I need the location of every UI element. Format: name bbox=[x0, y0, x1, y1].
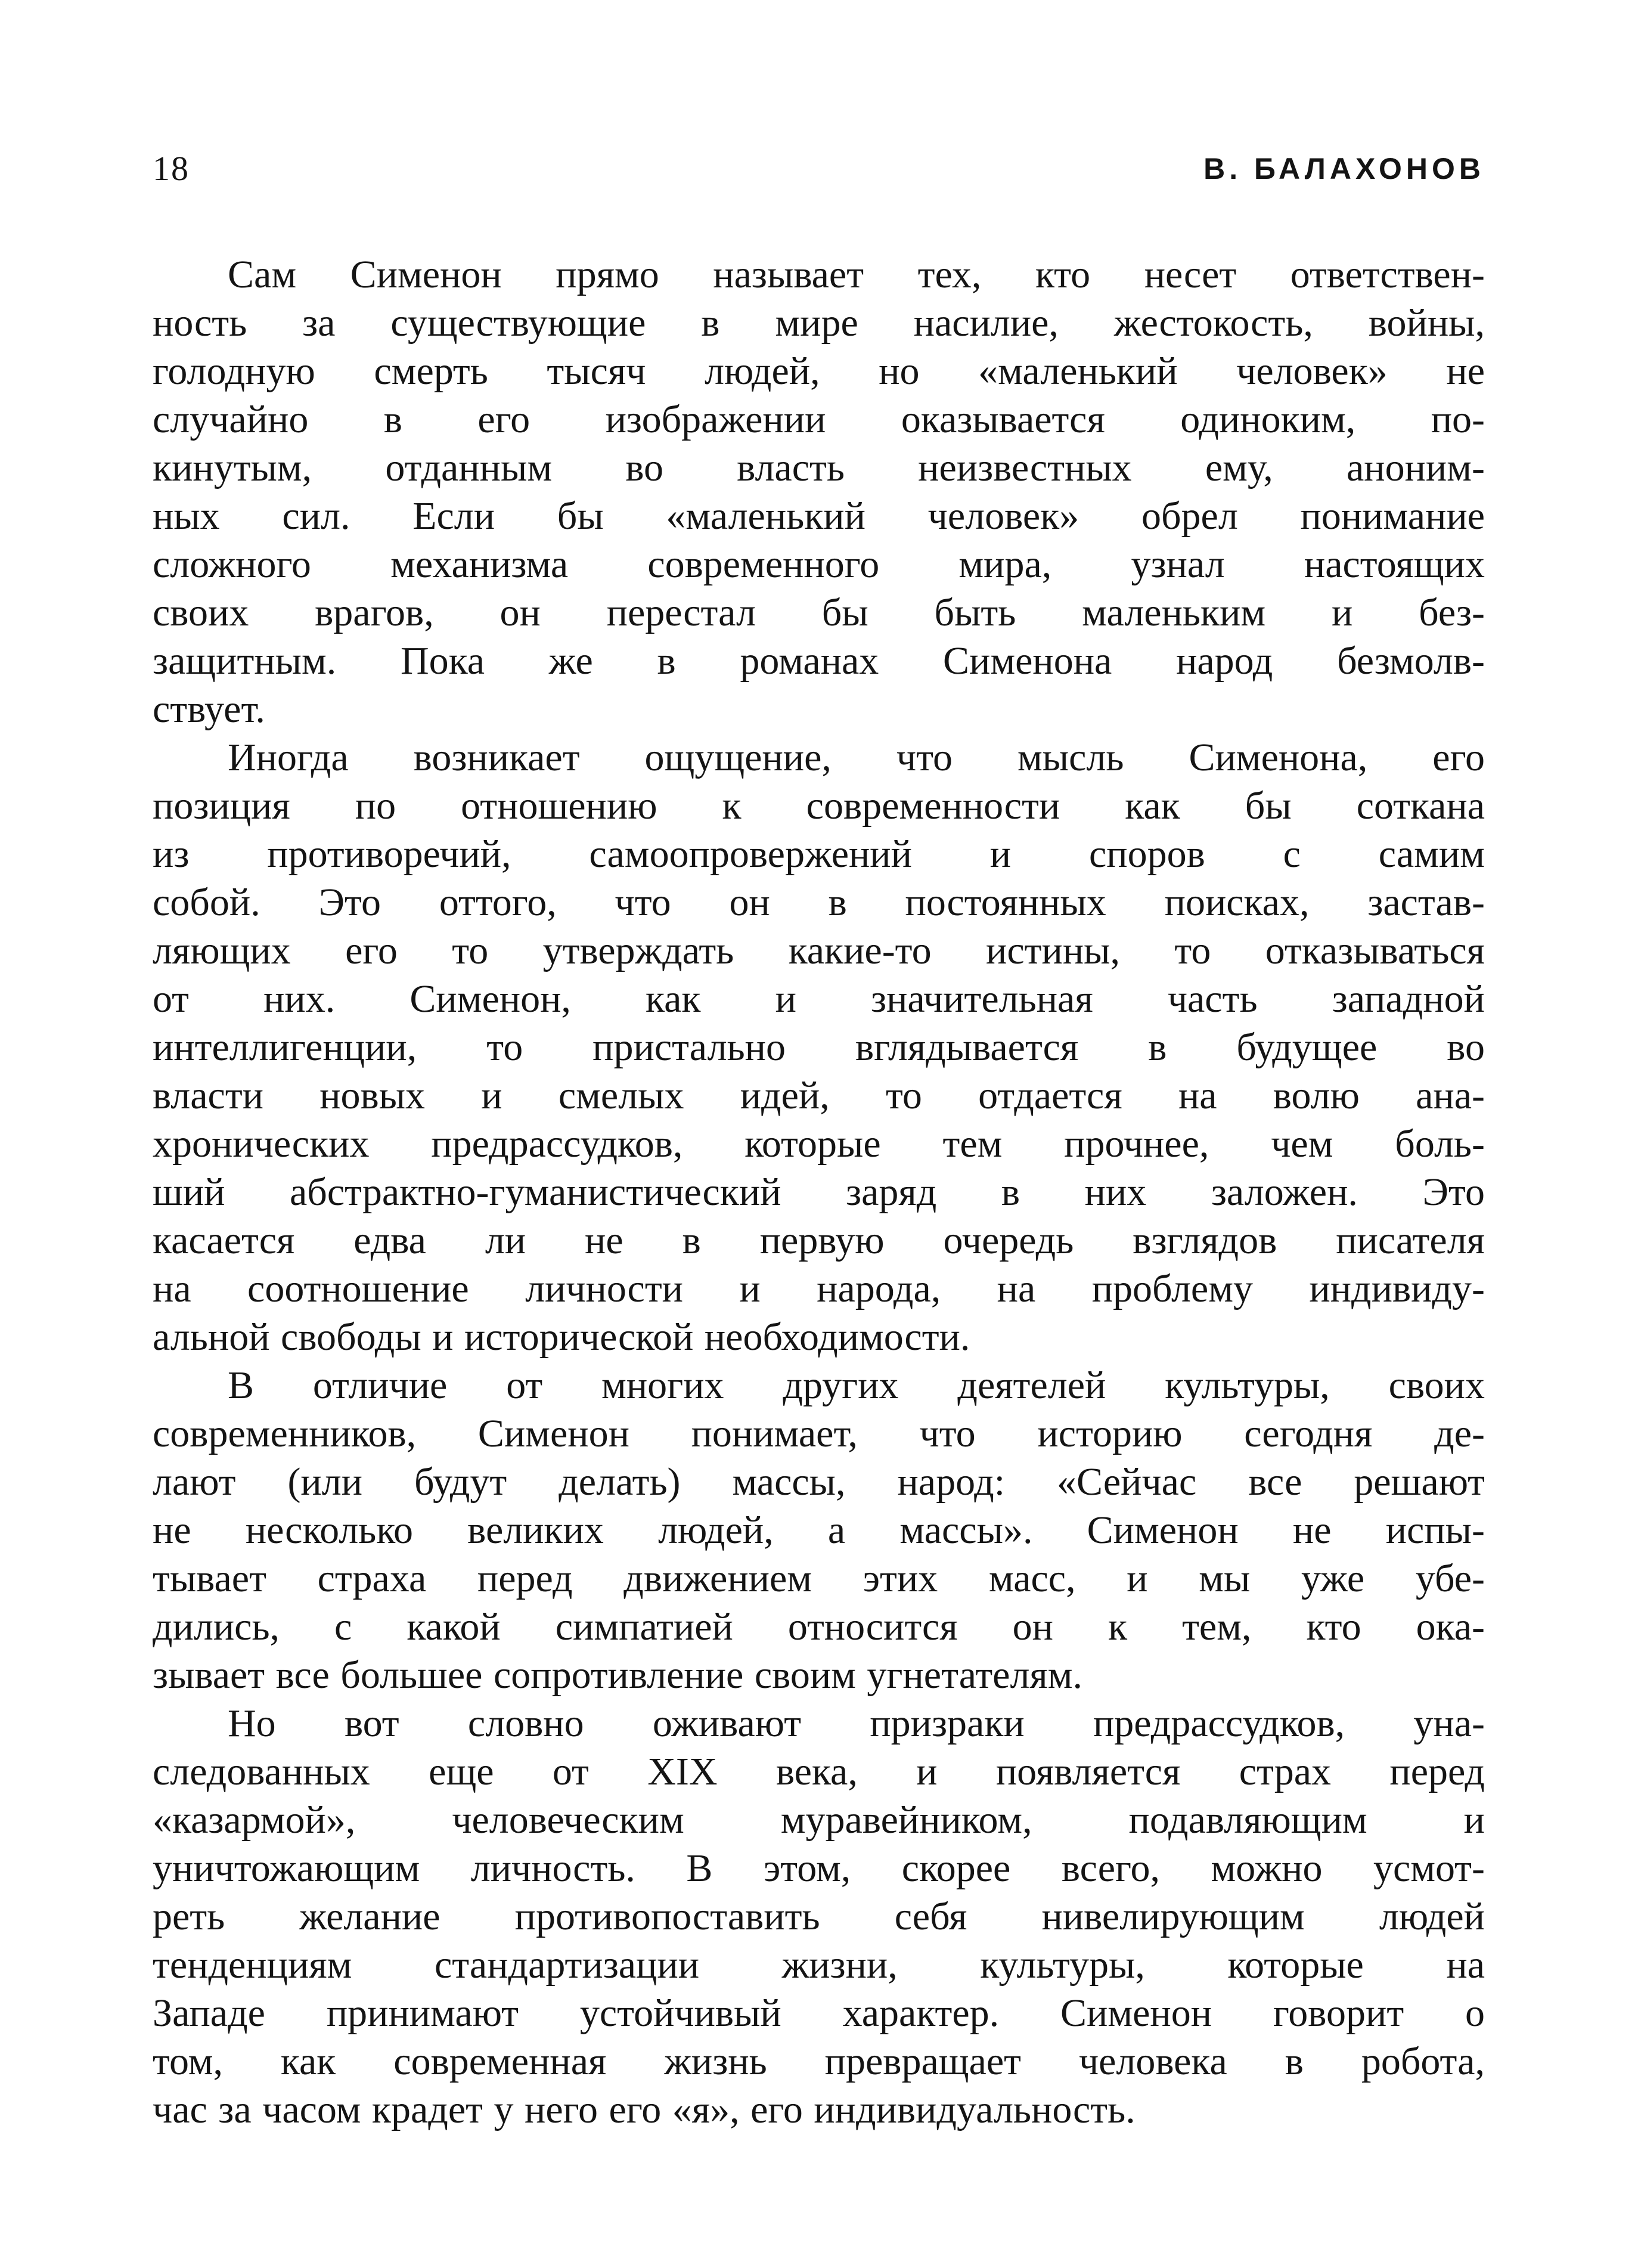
paragraph bbox=[153, 1361, 1485, 1699]
text-line: своих врагов, он перестал бы быть маленьким и без- bbox=[153, 591, 1485, 634]
text-line: дились, с какой симпатией относится он к тем, кто ока- bbox=[153, 1605, 1485, 1649]
text-line: тенденциям стандартизации жизни, культуры, которые на bbox=[153, 1943, 1485, 1987]
text-line: зывает все большее сопротивление своим угнетателям. bbox=[153, 1653, 1083, 1697]
text-line: современников, Сименон понимает, что историю сегодня де- bbox=[153, 1412, 1485, 1455]
text-line: ных сил. Если бы «маленький человек» обрел понимание bbox=[153, 494, 1485, 538]
text-line: лают (или будут делать) массы, народ: «Сейчас все решают bbox=[153, 1460, 1485, 1504]
text-line: интеллигенции, то пристально вглядывается в будущее во bbox=[153, 1025, 1485, 1069]
text-line: ность за существующие в мире насилие, жестокость, войны, bbox=[153, 301, 1485, 345]
text-line: уничтожающим личность. В этом, скорее всего, можно усмот- bbox=[153, 1846, 1485, 1890]
body-text bbox=[153, 250, 1485, 2134]
text-line: позиция по отношению к современности как бы соткана bbox=[153, 784, 1485, 828]
text-line: защитным. Пока же в романах Сименона народ безмолв- bbox=[153, 639, 1485, 683]
text-line: Западе принимают устойчивый характер. Сименон говорит о bbox=[153, 1991, 1485, 2035]
text-line: хронических предрассудков, которые тем прочнее, чем боль- bbox=[153, 1122, 1485, 1166]
text-line: на соотношение личности и народа, на проблему индивиду- bbox=[153, 1267, 1485, 1310]
running-head bbox=[153, 142, 1485, 196]
text-line: случайно в его изображении оказывается одиноким, по- bbox=[153, 398, 1485, 441]
text-line: кинутым, отданным во власть неизвестных ему, аноним- bbox=[153, 446, 1485, 489]
text-line: ляющих его то утверждать какие-то истины, то отказываться bbox=[153, 929, 1485, 972]
text-line: тывает страха перед движением этих масс, и мы уже убе- bbox=[153, 1557, 1485, 1600]
text-line: альной свободы и исторической необходимости. bbox=[153, 1315, 970, 1359]
text-line: «казармой», человеческим муравейником, подавляющим и bbox=[153, 1798, 1485, 1842]
paragraph bbox=[153, 733, 1485, 1361]
text-line: собой. Это оттого, что он в постоянных поисках, застав- bbox=[153, 881, 1485, 924]
running-title-author: В. БАЛАХОНОВ bbox=[1203, 152, 1485, 185]
text-line: Иногда возникает ощущение, что мысль Сименона, его bbox=[228, 736, 1485, 779]
text-line: В отличие от многих других деятелей культуры, своих bbox=[228, 1364, 1485, 1407]
paragraph bbox=[153, 1699, 1485, 2134]
text-line: следованных еще от XIX века, и появляется страх перед bbox=[153, 1750, 1485, 1793]
text-line: касается едва ли не в первую очередь взглядов писателя bbox=[153, 1219, 1485, 1262]
text-line: власти новых и смелых идей, то отдается на волю ана- bbox=[153, 1074, 1485, 1117]
text-line: сложного механизма современного мира, узнал настоящих bbox=[153, 543, 1485, 586]
text-line: реть желание противопоставить себя нивелирующим людей bbox=[153, 1895, 1485, 1938]
text-line: ший абстрактно-гуманистический заряд в них заложен. Это bbox=[153, 1170, 1485, 1214]
text-line: том, как современная жизнь превращает человека в робота, bbox=[153, 2040, 1485, 2083]
text-line: не несколько великих людей, а массы». Сименон не испы- bbox=[153, 1508, 1485, 1552]
text-line: голодную смерть тысяч людей, но «маленький человек» не bbox=[153, 349, 1485, 393]
text-line: из противоречий, самоопровержений и споров с самим bbox=[153, 832, 1485, 876]
text-line: Сам Сименон прямо называет тех, кто несет ответствен- bbox=[228, 253, 1485, 296]
text-line: Но вот словно оживают призраки предрассудков, уна- bbox=[228, 1702, 1485, 1745]
text-line: от них. Сименон, как и значительная часть западной bbox=[153, 977, 1485, 1021]
paragraph bbox=[153, 250, 1485, 733]
page-number: 18 bbox=[153, 149, 190, 188]
text-line: час за часом крадет у него его «я», его индивидуальность. bbox=[153, 2088, 1136, 2131]
text-line: ствует. bbox=[153, 687, 265, 731]
